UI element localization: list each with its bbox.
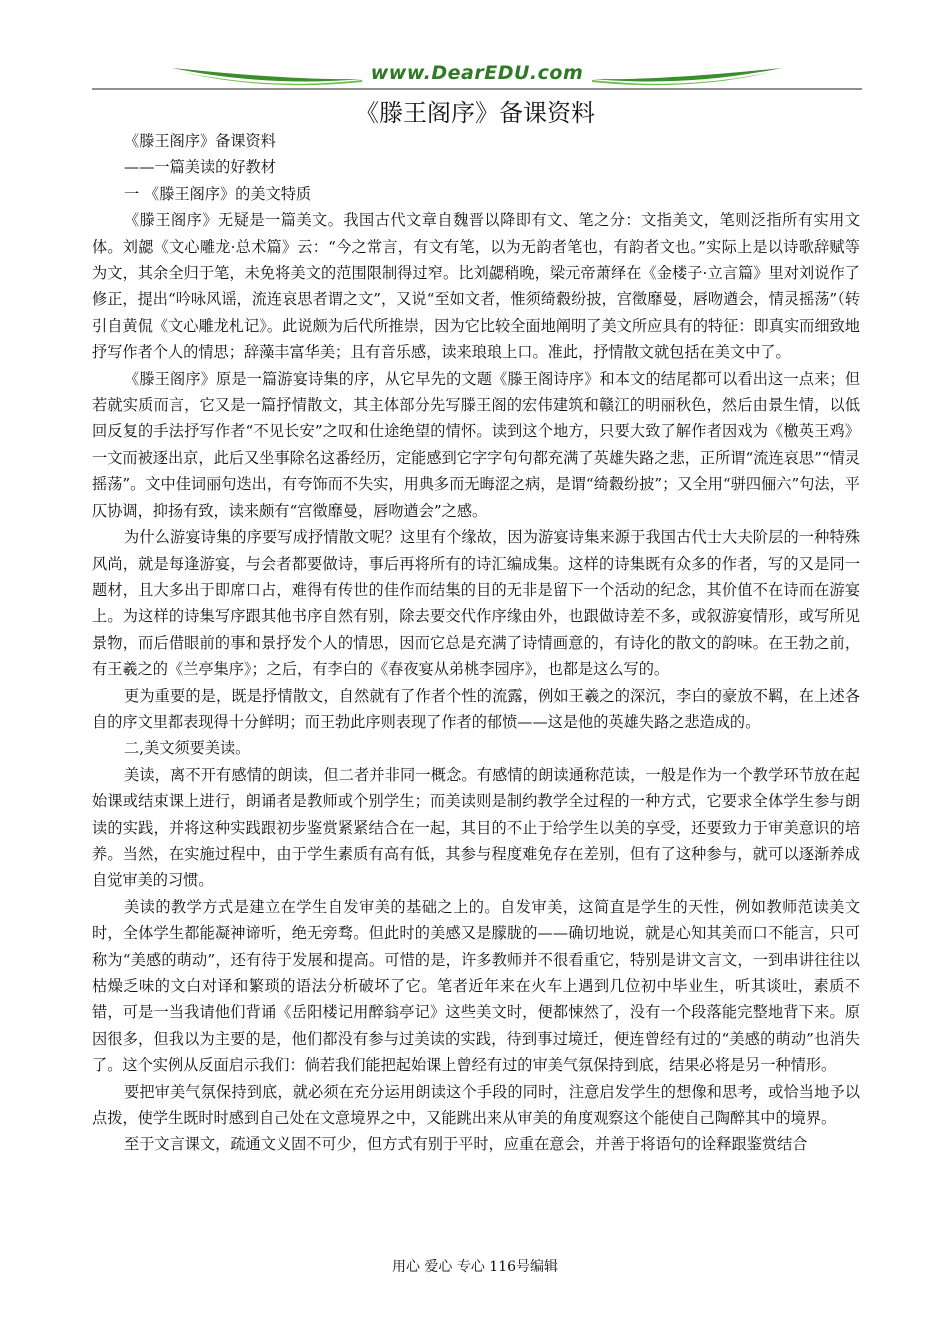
page-footer: 用心 爱心 专心 116号编辑 [391, 1259, 559, 1275]
paragraph: ——一篇美读的好教材 [124, 158, 276, 177]
paragraph: 为什么游宴诗集的序要写成抒情散文呢？这里有个缘故，因为游宴诗集来源于我国古代士大夫阶层的一种特殊风尚，就是每逢游宴，与会者都要做诗，事后再将所有的诗汇编成集。这样的诗集既有众多的作者，写的又是同一题材，且大多出于即席口占，难得有传世的佳作而结集的目的无非是留下一个活动的纪念，其价值不在诗而在游宴上。为这样的诗集写序跟其他书序自然有别，除去要交代作序缘由外，也跟做诗差不多，或叙游宴情形，或写所见景物，而后借眼前的事和景抒发个人的情思，因而它总是充满了诗情画意的，有诗化的散文的韵味。在王勃之前，有王羲之的《兰亭集序》；之后，有李白的《春夜宴从弟桃李园序》，也都是这么写的。 [92, 528, 860, 679]
paragraph: 要把审美气氛保持到底，就必须在充分运用朗读这个手段的同时，注意启发学生的想像和思考，或恰当地予以点拨，使学生既时时感到自己处在文意境界之中，又能跳出来从审美的角度观察这个能使自己陶醉其中的境界。 [92, 1082, 860, 1128]
paragraph: 美读，离不开有感情的朗读，但二者并非同一概念。有感情的朗读通称范读，一般是作为一个教学环节放在起始课或结束课上进行，朗诵者是教师或个别学生；而美读则是制约教学全过程的一种方式，它要求全体学生参与朗读的实践，并将这种实践跟初步鉴赏紧紧结合在一起，其目的不止于给学生以美的享受，还要致力于审美意识的培养。当然，在实施过程中，由于学生素质有高有低，其参与程度难免存在差别，但有了这种参与，就可以逐渐养成自觉审美的习惯。 [92, 765, 860, 890]
paragraph: 《滕王阁序》原是一篇游宴诗集的序，从它早先的文题《滕王阁诗序》和本文的结尾都可以看出这一点来；但若就实质而言，它又是一篇抒情散文，其主体部分先写滕王阁的宏伟建筑和赣江的明丽秋色，然后由景生情，以低回反复的手法抒写作者“不见长安”之叹和仕途绝望的情怀。读到这个地方，只要大致了解作者因戏为《檄英王鸡》一文而被逐出京，此后又坐事除名这番经历，定能感到它字字句句都充满了英雄失路之悲，正所谓“流连哀思”“情灵摇荡”。文中佳词丽句迭出，有夸饰而不失实，用典多而无晦涩之病，是谓“绮縠纷披”；又全用“骈四俪六”句法，平仄协调，抑扬有致，读来颇有“宫徵靡曼，唇吻遒会”之感。 [92, 369, 860, 520]
paragraph: 更为重要的是，既是抒情散文，自然就有了作者个性的流露，例如王羲之的深沉，李白的豪放不羁，在上述各自的序文里都表现得十分鲜明；而王勃此序则表现了作者的郁愤——这是他的英雄失路之悲造成的。 [92, 686, 860, 731]
paragraph: 《滕王阁序》备课资料 [124, 132, 276, 150]
paragraph: 《滕王阁序》无疑是一篇美文。我国古代文章自魏晋以降即有文、笔之分：文指美文，笔则泛指所有实用文体。刘勰《文心雕龙·总术篇》云：“今之常言，有文有笔，以为无韵者笔也，有韵者文也。”实际上是以诗歌辞赋等为文，其余全归于笔，未免将美文的范围限制得过窄。比刘勰稍晚，梁元帝萧绎在《金楼子·立言篇》里对刘说作了修正，提出“吟咏风谣，流连哀思者谓之文”，又说“至如文者，惟须绮縠纷披，宫徵靡曼，唇吻遒会，情灵摇荡”（转引自黄侃《文心雕龙札记》。此说颇为后代所推崇，因为它比较全面地阐明了美文所应具有的特征：即真实而细致地抒写作者个人的情思；辞藻丰富华美；且有音乐感，读来琅琅上口。准此，抒情散文就包括在美文中了。 [92, 211, 860, 362]
site-header [92, 58, 862, 94]
paragraph: 一 《滕王阁序》的美文特质 [124, 184, 312, 203]
site-logo: www.DearEDU.com [370, 62, 584, 84]
paragraph: 美读的教学方式是建立在学生自发审美的基础之上的。自发审美，这简直是学生的天性，例如教师范读美文时，全体学生都能凝神谛听，绝无旁骛。但此时的美感又是朦胧的——确切地说，就是心知其美而口不能言，只可称为“美感的萌动”，还有待于发展和提高。可惜的是，许多教师并不很看重它，特别是讲文言文，一到串讲往往以枯燥乏味的文白对译和繁琐的语法分析破坏了它。笔者近年来在火车上遇到几位初中毕业生，听其谈吐，素质不错，可是一当我请他们背诵《岳阳楼记用醉翁亭记》这些美文时，便都悚然了，没有一个段落能完整地背下来。原因很多，但我以为主要的是，他们都没有参与过美读的实践，待到事过境迁，便连曾经有过的“美感的萌动”也消失了。这个实例从反面启示我们：倘若我们能把起始课上曾经有过的审美气氛保持到底，结果必将是另一种情形。 [92, 897, 860, 1075]
paragraph: 至于文言课文，疏通文义固不可少，但方式有别于平时，应重在意会，并善于将语句的诠释跟鉴赏结合 [124, 1135, 808, 1154]
document-body [92, 128, 860, 1158]
page-title: 《滕王阁序》备课资料 [355, 99, 595, 127]
paragraph: 二,美文须要美读。 [124, 739, 251, 758]
